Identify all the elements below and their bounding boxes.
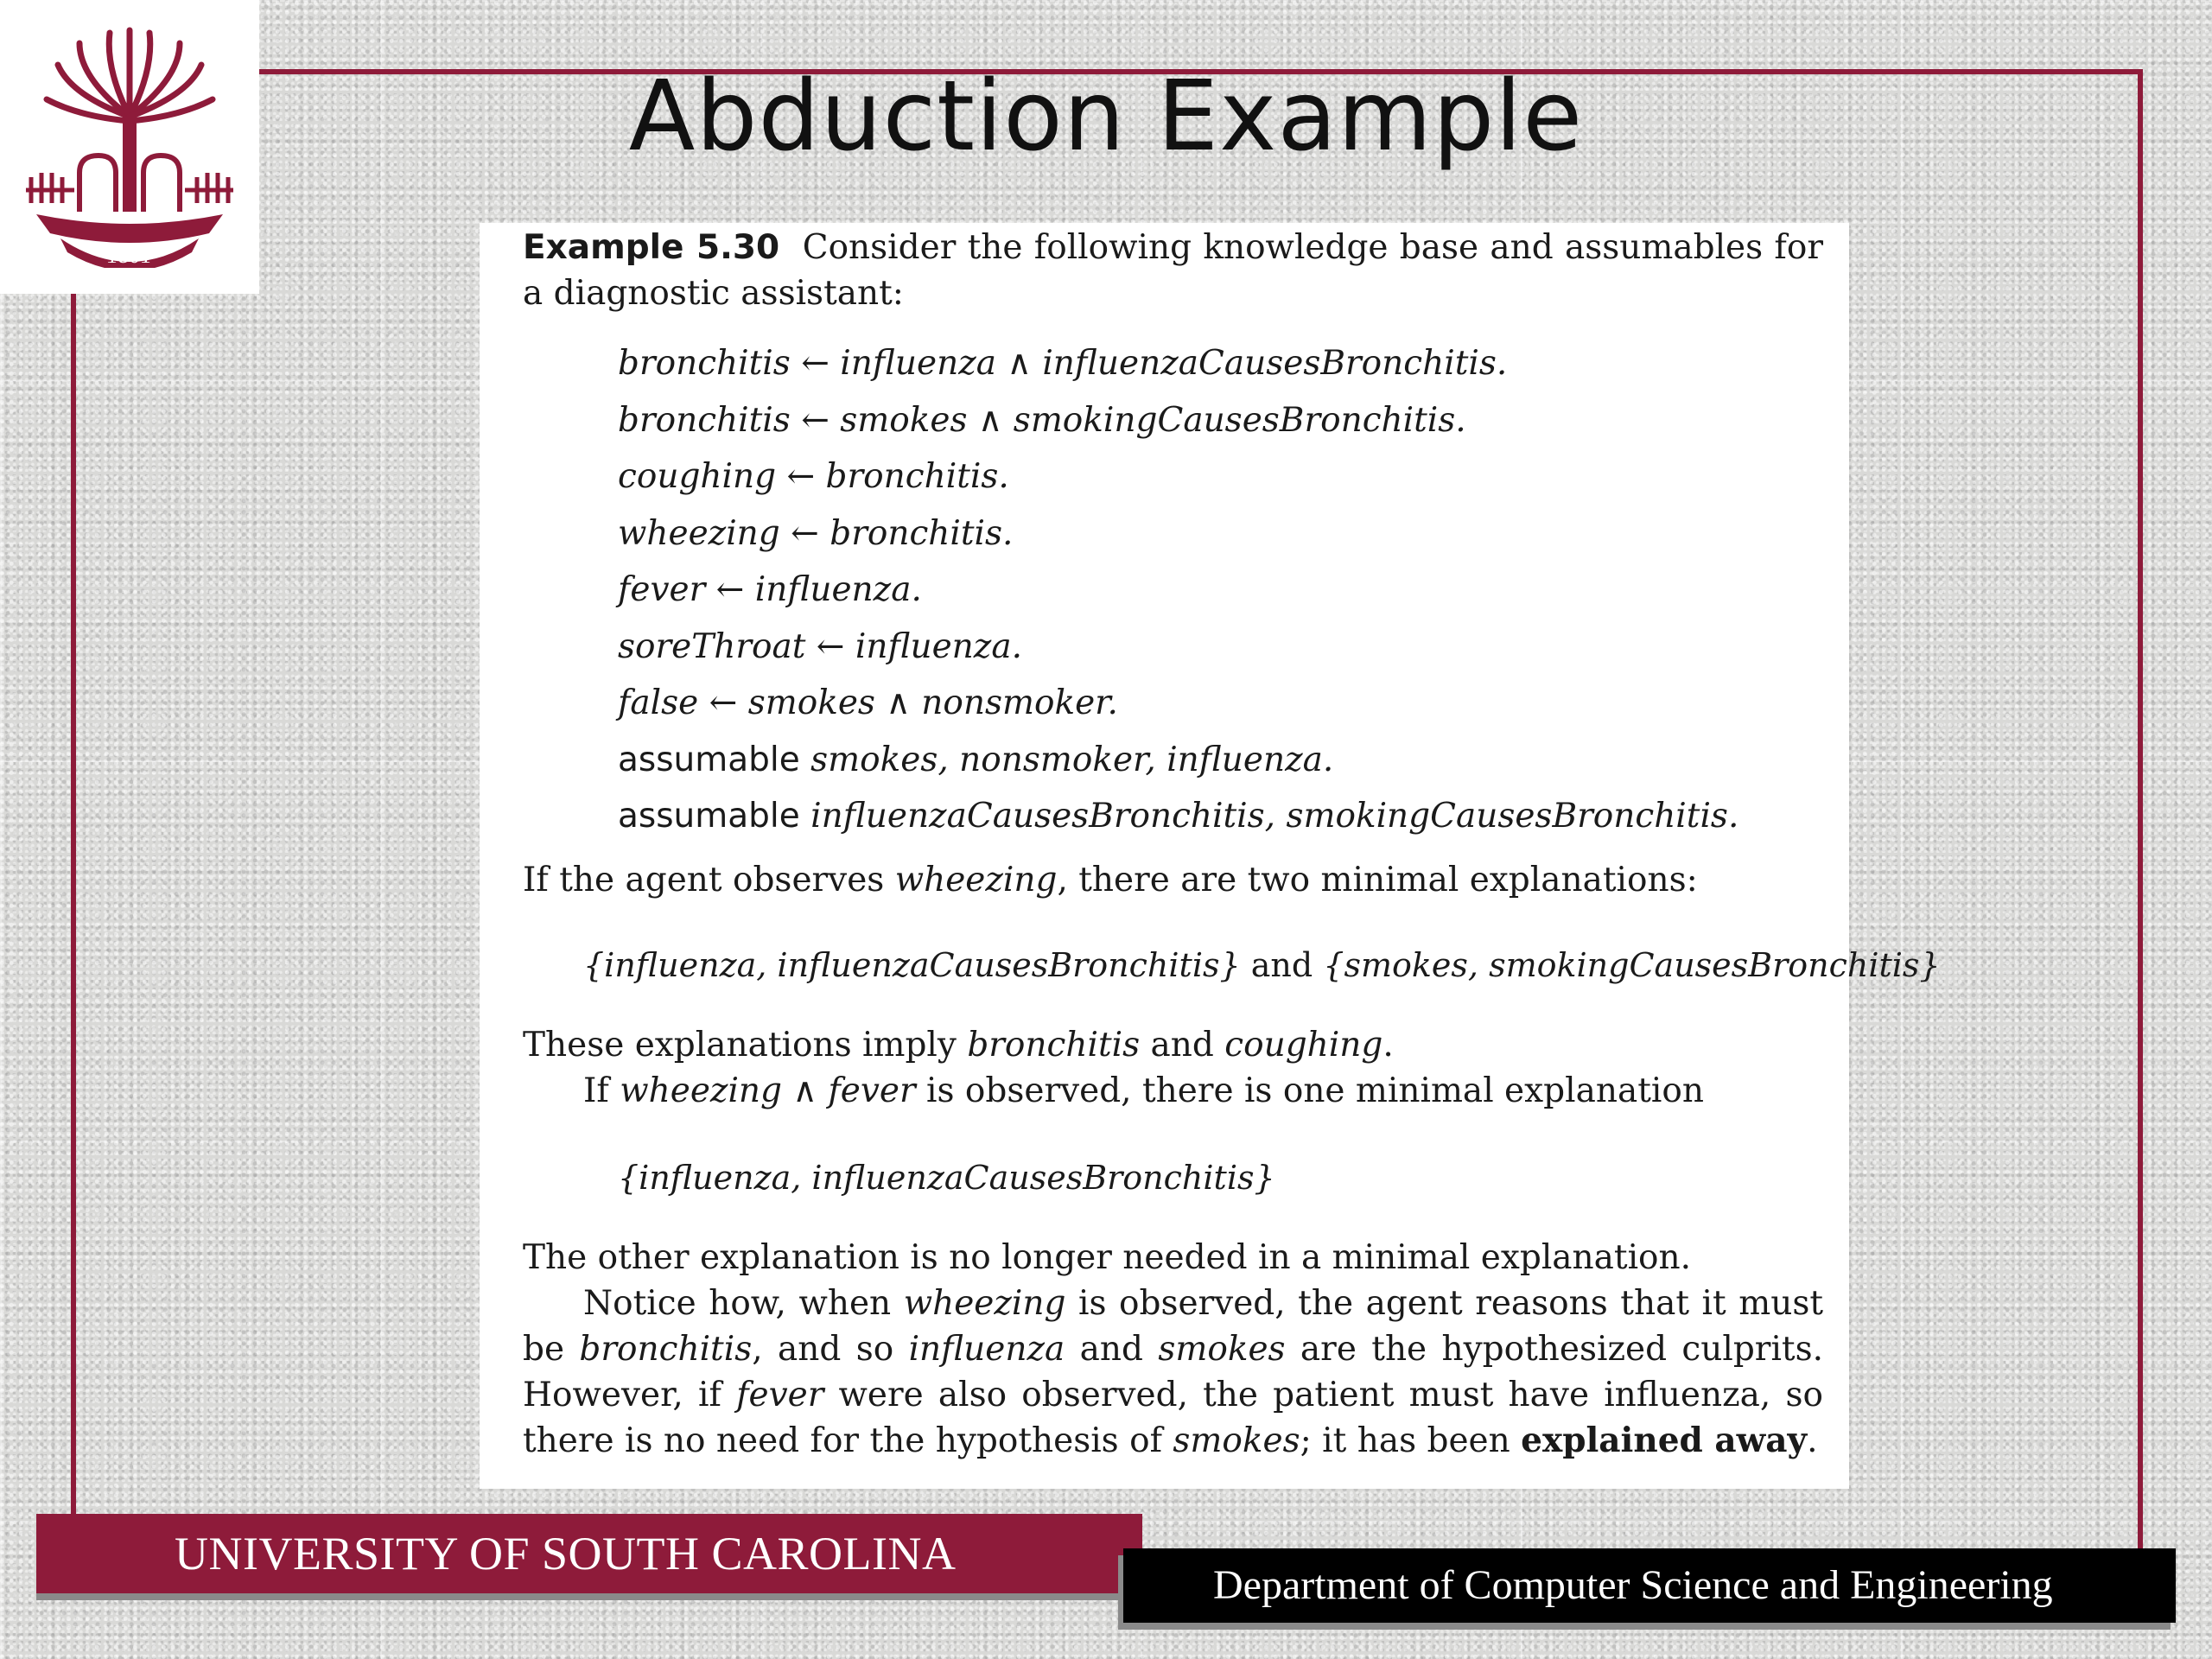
example-intro (523, 223, 1823, 316)
text-run-italic: fever (736, 1375, 824, 1414)
text-run: were also observed, the patient must have influenza, so there is no need for the hypothesis of (523, 1375, 1823, 1460)
text-run-italic: coughing (1224, 1025, 1383, 1065)
kb-assumable (618, 788, 1823, 845)
other-explanation-paragraph: The other explanation is no longer needed in a minimal explanation. (523, 1237, 1692, 1277)
kb-rule: wheezing ← bronchitis. (618, 513, 1014, 553)
logo-year: 1801 (107, 243, 152, 268)
explanation-set: {influenza, influenzaCausesBronchitis} (583, 945, 1241, 984)
text-run: and (1140, 1025, 1225, 1065)
text-run: ; it has been (1300, 1421, 1522, 1460)
observation-paragraph (523, 857, 1823, 903)
assumable-keyword: assumable (618, 740, 800, 779)
fever-paragraph (523, 1068, 1823, 1114)
kb-rule: fever ← influenza. (618, 570, 922, 609)
text-run: . (1807, 1421, 1818, 1460)
kb-rule: bronchitis ← influenza ∧ influenzaCausesBronchitis. (618, 344, 1508, 383)
text-run: If (583, 1071, 620, 1110)
kb-assumable (618, 732, 1823, 789)
assumable-terms: influenzaCausesBronchitis, smokingCausesBronchitis. (810, 797, 1739, 836)
text-run: is observed, there is one minimal explanation (915, 1071, 1704, 1110)
kb-rule: false ← smokes ∧ nonsmoker. (618, 683, 1118, 722)
text-run: Notice how, when (583, 1283, 904, 1323)
text-run-italic: bronchitis (967, 1025, 1141, 1065)
assumable-keyword: assumable (618, 797, 800, 836)
assumable-terms: smokes, nonsmoker, influenza. (810, 740, 1334, 779)
text-run: and (1065, 1329, 1159, 1369)
slide-title: Abduction Example (628, 60, 1584, 173)
explanation-and: and (1250, 945, 1313, 984)
text-run-italic: wheezing ∧ fever (620, 1071, 916, 1110)
two-explanations (583, 945, 1941, 984)
text-run-italic: smokes (1158, 1329, 1286, 1369)
text-run: is observed, the agent reasons that it must be (523, 1283, 1824, 1369)
text-run: If the agent observes (523, 860, 895, 899)
kb-rule: coughing ← bronchitis. (618, 457, 1009, 496)
explained-away-paragraph (523, 1281, 1823, 1464)
text-run-italic: bronchitis (579, 1329, 753, 1369)
kb-rule: bronchitis ← smokes ∧ smokingCausesBronchitis. (618, 400, 1466, 440)
text-run-bold: explained away (1521, 1420, 1808, 1460)
implication-paragraph (523, 1022, 1823, 1068)
text-run-italic: influenza (908, 1329, 1065, 1369)
explanation-set: {smokes, smokingCausesBronchitis} (1323, 945, 1941, 984)
department-banner: Department of Computer Science and Engineering (1123, 1548, 2176, 1623)
knowledge-base (618, 335, 1823, 845)
single-explanation: {influenza, influenzaCausesBronchitis} (618, 1158, 1275, 1197)
text-run-italic: wheezing (903, 1283, 1066, 1323)
frame-left-border (71, 294, 76, 1521)
text-run: These explanations imply (523, 1025, 968, 1065)
kb-rule: soreThroat ← influenza. (618, 626, 1022, 666)
university-banner: UNIVERSITY OF SOUTH CAROLINA (36, 1514, 1142, 1593)
text-run: are the hypothesized culprits. However, if (523, 1329, 1824, 1414)
text-run-italic: wheezing (894, 860, 1058, 899)
frame-right-border (2138, 69, 2143, 1555)
text-run: , there are two minimal explanations: (1057, 860, 1698, 899)
example-intro-text: Consider the following knowledge base and assumables for a diagnostic assistant: (523, 228, 1823, 313)
textbook-excerpt (480, 223, 1941, 1489)
text-run-italic: smokes (1173, 1421, 1300, 1460)
text-run: . (1382, 1025, 1394, 1065)
example-label: Example 5.30 (523, 228, 780, 267)
text-run: , and so (752, 1329, 909, 1369)
